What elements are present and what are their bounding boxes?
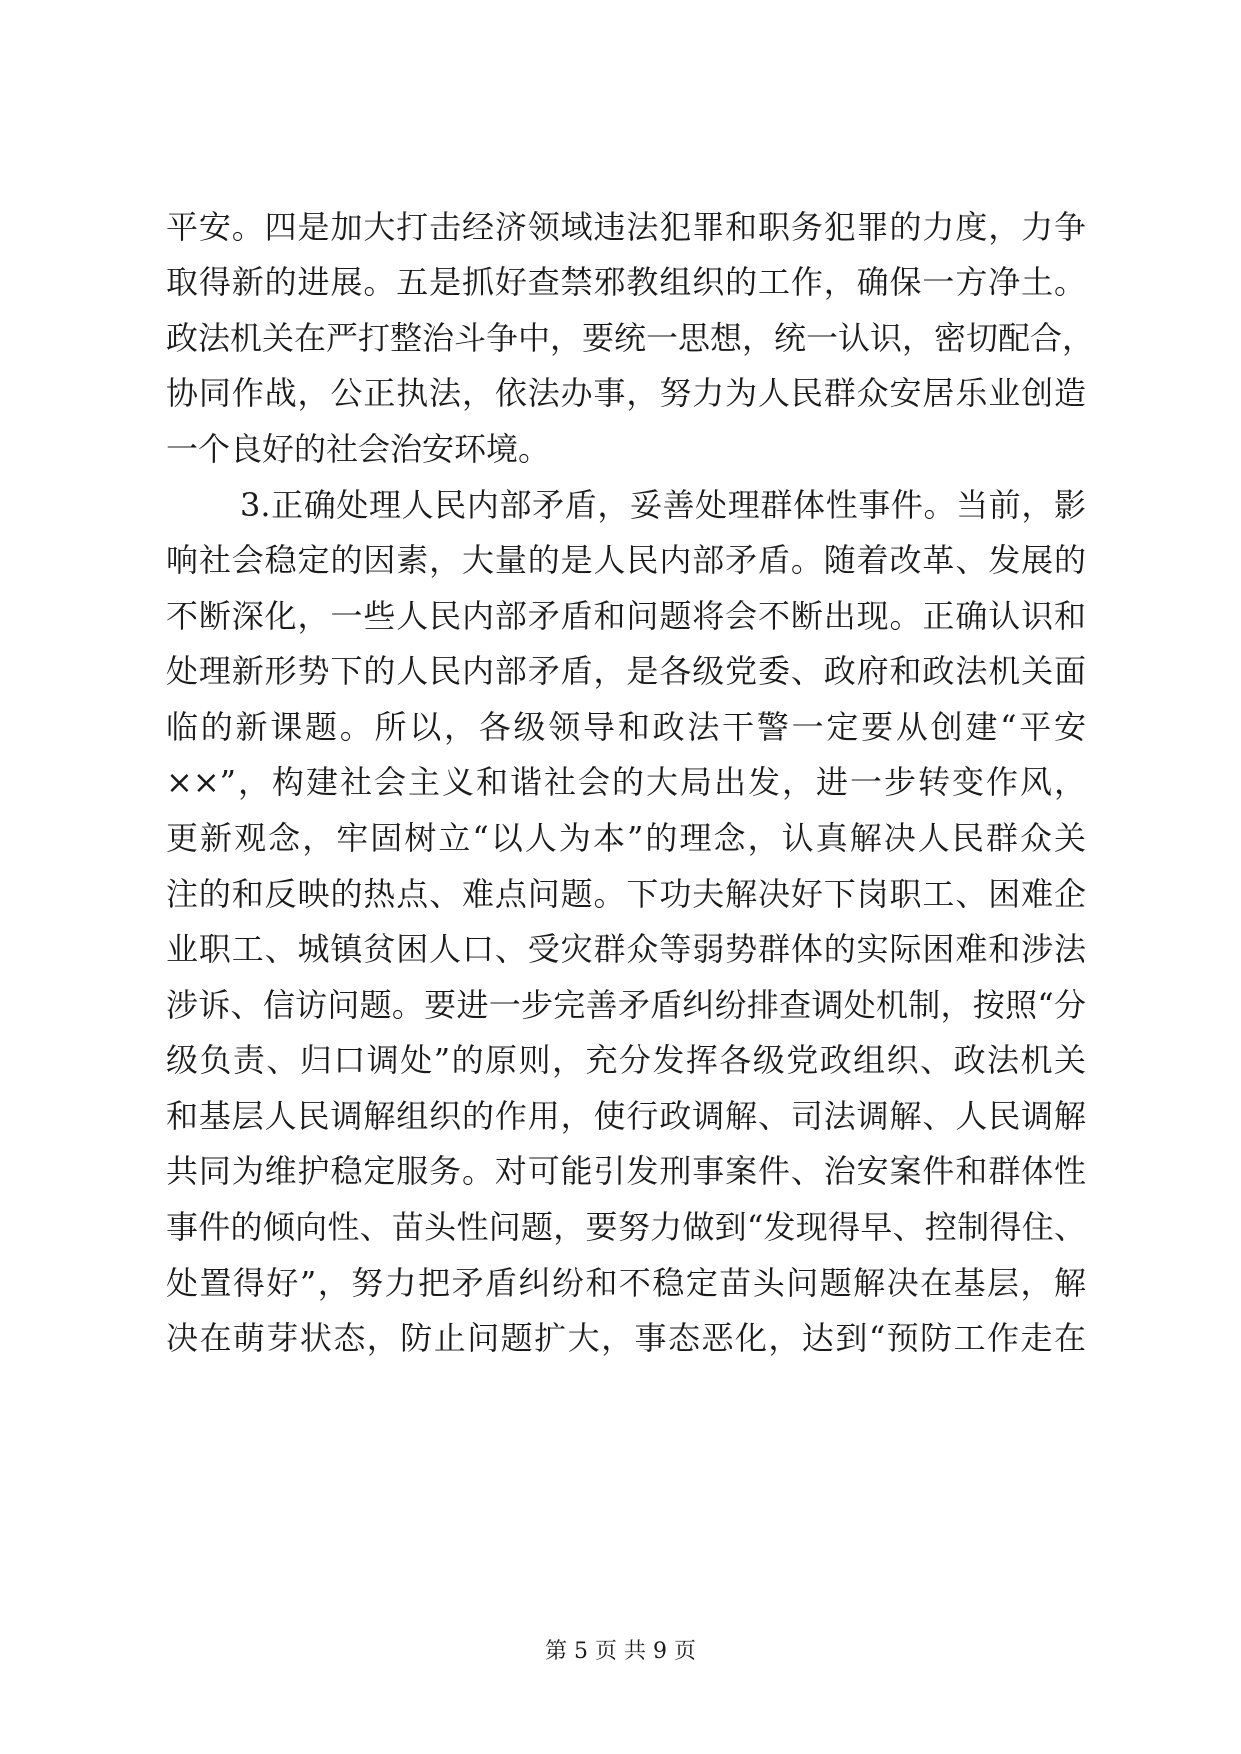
text-line: 决在萌芽状态，防止问题扩大，事态恶化，达到“预防工作走在 [166,1319,1086,1357]
text-line: 事件的倾向性、苗头性问题，要努力做到“发现得早、控制得住、 [166,1208,1086,1246]
text-line: 一个良好的社会治安环境。 [166,430,551,468]
text-line: 涉诉、信访问题。要进一步完善矛盾纠纷排查调处机制，按照“分 [166,986,1086,1024]
text-line: 处理新形势下的人民内部矛盾，是各级党委、政府和政法机关面 [166,652,1086,690]
page-footer: 第 5 页 共 9 页 [545,1639,696,1664]
text-line: 级负责、归口调处”的原则，充分发挥各级党政组织、政法机关 [166,1041,1086,1079]
text-line: 更新观念，牢固树立“以人为本”的理念，认真解决人民群众关 [166,819,1086,857]
text-line: 处置得好”，努力把矛盾纠纷和不稳定苗头问题解决在基层，解 [166,1264,1086,1302]
text-line: 共同为维护稳定服务。对可能引发刑事案件、治安案件和群体性 [166,1152,1086,1190]
text-line: 临的新课题。所以，各级领导和政法干警一定要从创建“平安 [166,708,1086,746]
text-line: 响社会稳定的因素，大量的是人民内部矛盾。随着改革、发展的 [166,541,1086,579]
text-line: 业职工、城镇贫困人口、受灾群众等弱势群体的实际困难和涉法 [166,930,1086,968]
text-line: 取得新的进展。五是抓好查禁邪教组织的工作，确保一方净土。 [166,263,1086,301]
text-line: 政法机关在严打整治斗争中，要统一思想，统一认识，密切配合， [166,319,1095,357]
paragraph-start-line: 3.正确处理人民内部矛盾，妥善处理群体性事件。当前，影 [240,486,1086,524]
text-line: 注的和反映的热点、难点问题。下功夫解决好下岗职工、困难企 [166,875,1086,913]
text-line: 和基层人民调解组织的作用，使行政调解、司法调解、人民调解 [166,1097,1086,1135]
text-line: ××”，构建社会主义和谐社会的大局出发，进一步转变作风， [166,763,1086,801]
text-line: 不断深化，一些人民内部矛盾和问题将会不断出现。正确认识和 [166,597,1086,635]
text-line: 平安。四是加大打击经济领域违法犯罪和职务犯罪的力度，力争 [166,208,1086,246]
text-line: 协同作战，公正执法，依法办事，努力为人民群众安居乐业创造 [166,374,1086,412]
